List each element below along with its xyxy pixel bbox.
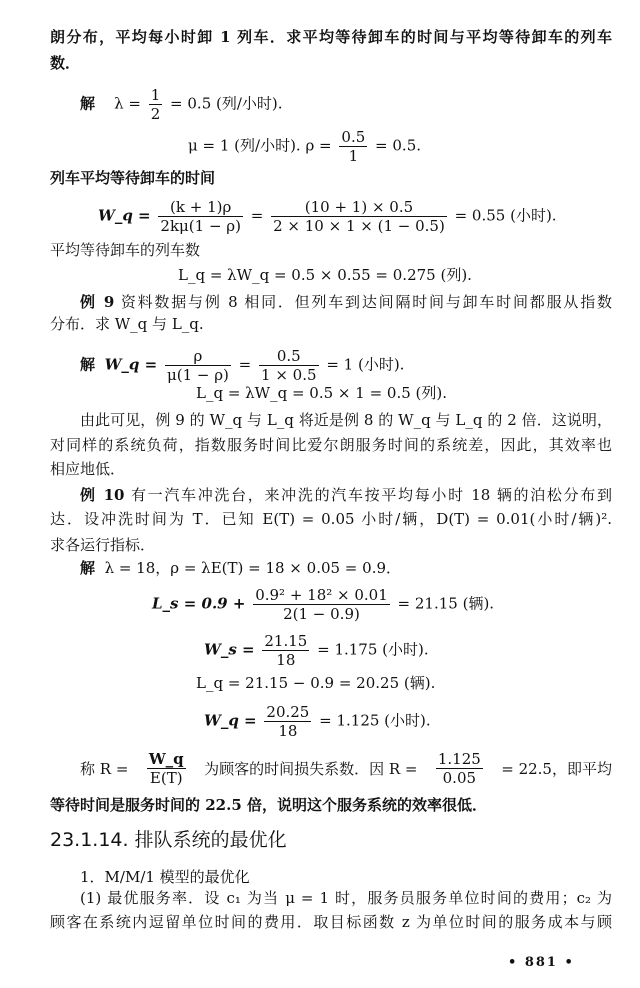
denominator: E(T) xyxy=(149,769,183,787)
formula-text: W_q = xyxy=(204,711,257,730)
formula-text: W_s = xyxy=(204,640,255,659)
formula-wq xyxy=(98,198,557,235)
subsection-heading: 1．M/M/1 模型的最优化 xyxy=(80,868,250,886)
formula-lambda xyxy=(80,86,283,123)
numerator: W_q xyxy=(148,750,184,768)
fraction xyxy=(147,750,186,787)
formula-wq-2 xyxy=(80,347,404,384)
formula-text: W_q = xyxy=(98,206,151,225)
fraction xyxy=(259,347,319,384)
numerator: 0.9² + 18² × 0.01 xyxy=(255,586,388,604)
solution-label: 解 xyxy=(80,94,96,113)
paragraph-line: 数． xyxy=(50,54,81,72)
paragraph-line: 求各运行指标． xyxy=(50,536,156,554)
formula-text: 为顾客的时间损失系数．因 R = xyxy=(204,759,418,778)
formula-ls xyxy=(152,586,494,623)
formula-text: = 21.15 (辆). xyxy=(397,594,495,613)
paragraph-line: 达．设冲洗时间为 T．已知 E(T) = 0.05 小时/辆，D(T) = 0.01(小时/辆)². xyxy=(50,510,612,528)
formula-lq-3: L_q = 21.15 − 0.9 = 20.25 (辆). xyxy=(196,674,436,692)
example-text: 资料数据与例 8 相同．但列车到达间隔时间与卸车时间都服从指数 xyxy=(120,293,612,311)
fraction xyxy=(158,198,243,235)
denominator: 1 xyxy=(348,147,359,165)
formula-text: = 0.5 (列/小时). xyxy=(170,94,283,113)
page-number: • 881 • xyxy=(508,955,575,970)
denominator: 0.05 xyxy=(442,769,477,787)
numerator: 1.125 xyxy=(437,750,481,768)
example-9 xyxy=(80,292,612,312)
solution-label: 解 xyxy=(80,559,96,577)
paragraph-line: 相应地低． xyxy=(50,460,126,478)
fraction xyxy=(339,128,367,165)
section-heading: 23.1.14. 排队系统的最优化 xyxy=(50,829,287,851)
numerator: 21.15 xyxy=(264,632,308,650)
denominator: 1 × 0.5 xyxy=(261,366,317,384)
numerator: 20.25 xyxy=(266,703,310,721)
formula-text: L_s = 0.9 + xyxy=(152,594,246,613)
fraction xyxy=(436,750,483,787)
paragraph-line: 朗分布，平均每小时卸 1 列车．求平均等待卸车的时间与平均等待卸车的列车 xyxy=(50,28,612,46)
example-10 xyxy=(80,485,612,505)
formula-text: 称 R = xyxy=(80,759,129,778)
formula-lq-2: L_q = λW_q = 0.5 × 1 = 0.5 (列). xyxy=(196,384,448,402)
numerator: ρ xyxy=(165,347,231,366)
denominator: 2(1 − 0.9) xyxy=(283,605,360,623)
example-label: 例 10 xyxy=(80,486,125,504)
formula-text: = xyxy=(238,355,252,374)
formula-text: λ = xyxy=(114,94,141,113)
formula-text: = 0.55 (小时). xyxy=(454,206,557,225)
denominator: 18 xyxy=(278,722,298,740)
paragraph-line: 列车平均等待卸车的时间 xyxy=(50,169,216,187)
formula-text: = xyxy=(250,206,264,225)
denominator: 2kμ(1 − ρ) xyxy=(160,217,241,235)
formula-text: = 0.5. xyxy=(375,136,422,155)
formula-text: = 1 (小时). xyxy=(326,355,405,374)
formula-text: λ = 18，ρ = λE(T) = 18 × 0.05 = 0.9． xyxy=(104,559,402,577)
numerator: (k + 1)ρ xyxy=(158,198,243,217)
formula-ws xyxy=(204,632,429,669)
formula-wq-3 xyxy=(204,703,431,740)
example-text: 有一汽车冲洗台，来冲洗的汽车按平均每小时 18 辆的泊松分布到 xyxy=(130,486,612,504)
fraction xyxy=(253,586,390,623)
denominator: 18 xyxy=(276,651,296,669)
fraction xyxy=(262,632,309,669)
denominator: 2 × 10 × 1 × (1 − 0.5) xyxy=(273,217,445,235)
formula-mu xyxy=(188,128,421,165)
fraction xyxy=(271,198,447,235)
paragraph-line: 由此可见，例 9 的 W_q 与 L_q 将近是例 8 的 W_q 与 L_q 的 2 倍．这说明， xyxy=(80,411,612,429)
fraction xyxy=(149,86,163,123)
paragraph-line: 分布．求 W_q 与 L_q. xyxy=(50,315,204,333)
formula-r xyxy=(80,750,612,787)
fraction xyxy=(264,703,311,740)
formula-lq: L_q = λW_q = 0.5 × 0.55 = 0.275 (列). xyxy=(178,266,472,284)
fraction xyxy=(165,347,231,384)
numerator: 0.5 xyxy=(259,347,319,366)
paragraph-line: 顾客在系统内逗留单位时间的费用．取目标函数 z 为单位时间的服务成本与顾 xyxy=(50,913,612,931)
numerator: (10 + 1) × 0.5 xyxy=(271,198,447,217)
paragraph-line: 平均等待卸车的列车数 xyxy=(50,241,201,259)
denominator: μ(1 − ρ) xyxy=(166,366,229,384)
paragraph-line: 对同样的系统负荷，指数服务时间比爱尔朗服务时间的系统差，因此，其效率也 xyxy=(50,436,612,454)
example-label: 例 9 xyxy=(80,293,115,311)
formula-text: μ = 1 (列/小时). ρ = xyxy=(188,136,332,155)
numerator: 0.5 xyxy=(341,128,366,146)
solution-label: 解 xyxy=(80,355,96,374)
formula-text: = 22.5，即平均 xyxy=(501,759,612,778)
formula-rho xyxy=(80,558,401,578)
paragraph-line: (1) 最优服务率．设 c₁ 为当 μ = 1 时，服务员服务单位时间的费用；c₂ 为 xyxy=(80,889,612,907)
formula-text: = 1.125 (小时). xyxy=(319,711,431,730)
formula-text: W_q = xyxy=(104,355,158,374)
denominator: 2 xyxy=(150,105,161,123)
numerator: 1 xyxy=(150,86,161,104)
paragraph-line: 等待时间是服务时间的 22.5 倍，说明这个服务系统的效率很低． xyxy=(50,796,487,814)
formula-text: = 1.175 (小时). xyxy=(317,640,429,659)
